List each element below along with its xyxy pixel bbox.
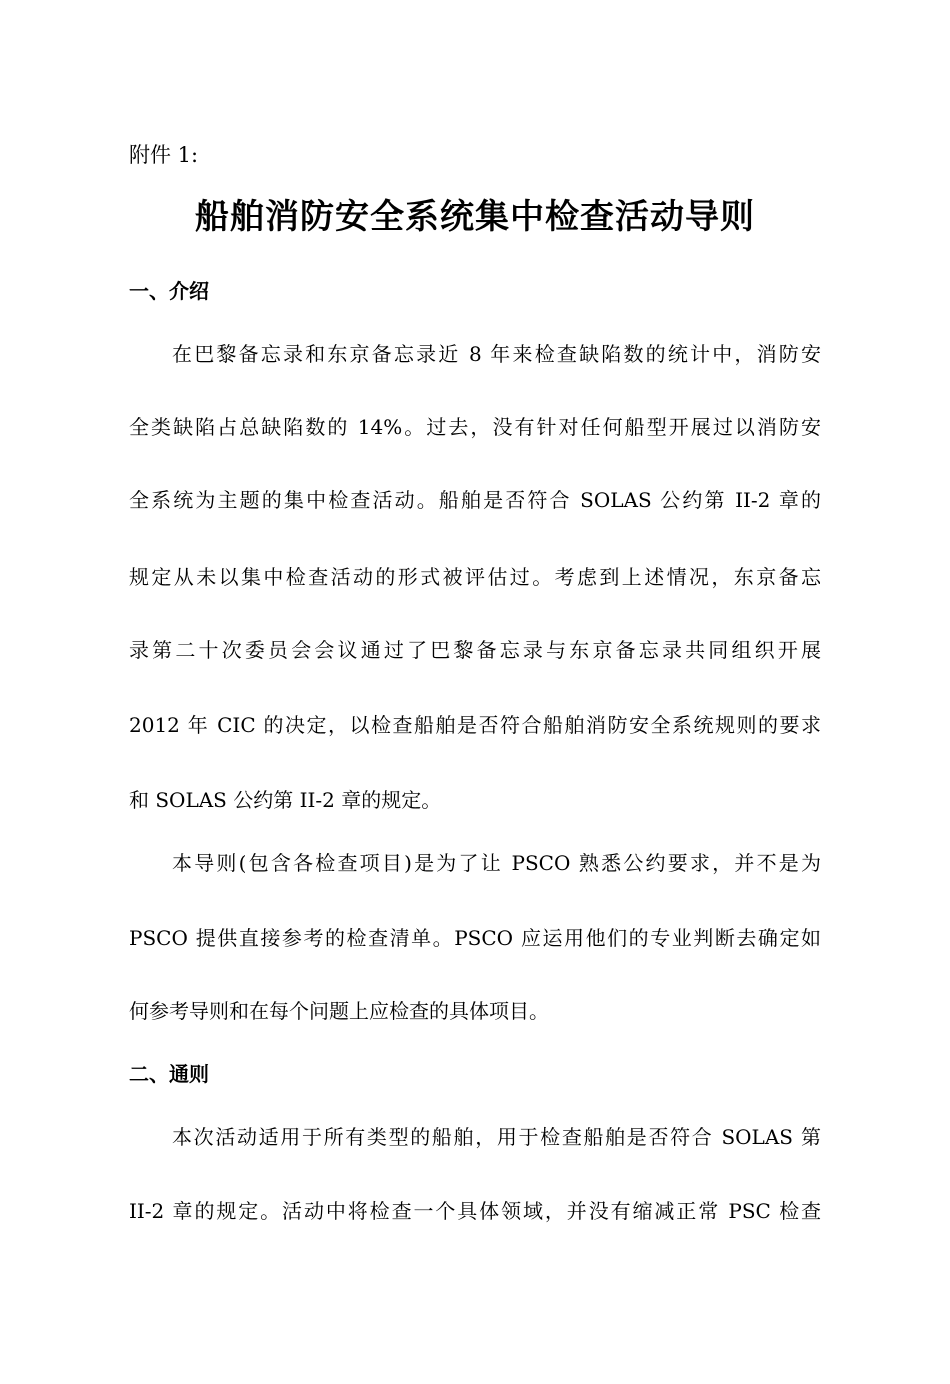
section-heading-introduction: 一、介绍 — [129, 279, 209, 303]
paragraph-line: 2012 年 CIC 的决定，以检查船舶是否符合船舶消防安全系统规则的要求 — [129, 713, 821, 737]
paragraph-line: II-2 章的规定。活动中将检查一个具体领域，并没有缩减正常 PSC 检查 — [129, 1199, 821, 1223]
paragraph-line: PSCO 提供直接参考的检查清单。PSCO 应运用他们的专业判断去确定如 — [129, 926, 821, 950]
paragraph-line: 何参考导则和在每个问题上应检查的具体项目。 — [129, 999, 549, 1023]
paragraph-line: 录第二十次委员会会议通过了巴黎备忘录与东京备忘录共同组织开展 — [129, 638, 821, 662]
document-title: 船舶消防安全系统集中检查活动导则 — [195, 197, 755, 237]
section-heading-general: 二、通则 — [129, 1062, 209, 1086]
attachment-label: 附件 1: — [129, 143, 199, 167]
paragraph-line: 本次活动适用于所有类型的船舶，用于检查船舶是否符合 SOLAS 第 — [172, 1125, 821, 1149]
paragraph-line: 规定从未以集中检查活动的形式被评估过。考虑到上述情况，东京备忘 — [129, 565, 821, 589]
paragraph-line: 全系统为主题的集中检查活动。船舶是否符合 SOLAS 公约第 II-2 章的 — [129, 488, 821, 512]
paragraph-line: 本导则(包含各检查项目)是为了让 PSCO 熟悉公约要求，并不是为 — [172, 851, 821, 875]
paragraph-line: 全类缺陷占总缺陷数的 14%。过去，没有针对任何船型开展过以消防安 — [129, 415, 821, 439]
paragraph-line: 和 SOLAS 公约第 II-2 章的规定。 — [129, 788, 442, 812]
paragraph-line: 在巴黎备忘录和东京备忘录近 8 年来检查缺陷数的统计中，消防安 — [172, 342, 821, 366]
